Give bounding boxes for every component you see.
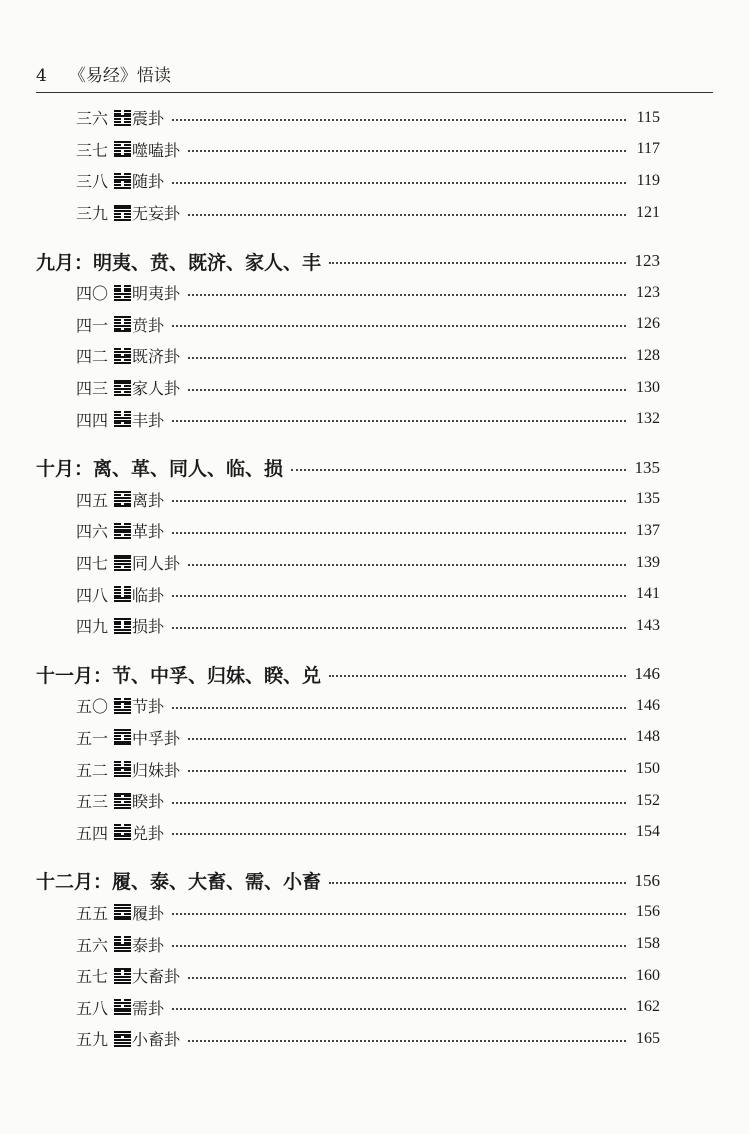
- toc-entry[interactable]: [36, 277, 660, 309]
- hexagram-icon: [114, 999, 131, 1015]
- page-ref: 115: [636, 108, 660, 126]
- hexagram-icon: [114, 698, 131, 714]
- dot-leader: [172, 707, 626, 709]
- entry-number: 五九: [76, 1030, 109, 1050]
- entry-title: 家人卦: [132, 379, 181, 399]
- page-ref: 126: [636, 315, 660, 333]
- toc-entry[interactable]: [36, 578, 660, 610]
- dot-leader: [188, 770, 626, 772]
- hexagram-icon: [114, 824, 131, 840]
- entry-title: 噬嗑卦: [132, 140, 181, 160]
- hexagram-icon: [114, 555, 131, 571]
- toc-entry[interactable]: [36, 197, 660, 229]
- hexagram-icon: [114, 411, 131, 427]
- entry-title: 泰卦: [132, 935, 165, 955]
- dot-leader: [172, 420, 626, 422]
- dot-leader: [188, 357, 626, 359]
- page-ref: 160: [636, 966, 660, 984]
- dot-leader: [188, 214, 626, 216]
- dot-leader: [172, 802, 626, 804]
- dot-leader: [329, 882, 626, 884]
- page-ref: 156: [636, 903, 660, 921]
- entry-title: 无妄卦: [132, 204, 181, 224]
- toc-entry[interactable]: [36, 722, 660, 754]
- page-ref: 141: [636, 585, 660, 603]
- toc-entry[interactable]: [36, 484, 660, 516]
- entry-number: 五〇: [76, 697, 109, 717]
- dot-leader: [188, 564, 626, 566]
- toc-chapter[interactable]: [36, 865, 660, 897]
- hexagram-icon: [114, 1031, 131, 1047]
- hexagram-icon: [114, 348, 131, 364]
- hexagram-icon: [114, 936, 131, 952]
- entry-title: 贲卦: [132, 315, 165, 335]
- entry-title: 需卦: [132, 998, 165, 1018]
- toc-chapter[interactable]: [36, 452, 660, 484]
- chapter-title: 十月：离、革、同人、临、损: [36, 458, 284, 481]
- toc-chapter[interactable]: [36, 659, 660, 691]
- page-ref: 152: [636, 791, 660, 809]
- dot-leader: [329, 262, 626, 264]
- toc-entry[interactable]: [36, 134, 660, 166]
- entry-title: 履卦: [132, 903, 165, 923]
- entry-number: 五四: [76, 823, 109, 843]
- hexagram-icon: [114, 618, 131, 634]
- entry-number: 四八: [76, 585, 109, 605]
- page-ref: 135: [634, 457, 660, 477]
- entry-title: 兑卦: [132, 823, 165, 843]
- entry-number: 四〇: [76, 284, 109, 304]
- hexagram-icon: [114, 173, 131, 189]
- toc-chapter[interactable]: [36, 245, 660, 277]
- page-ref: 117: [636, 140, 660, 158]
- page-ref: 135: [636, 490, 660, 508]
- entry-title: 小畜卦: [132, 1030, 181, 1050]
- dot-leader: [291, 469, 626, 471]
- hexagram-icon: [114, 285, 131, 301]
- toc-entry[interactable]: [36, 753, 660, 785]
- hexagram-icon: [114, 761, 131, 777]
- entry-title: 离卦: [132, 490, 165, 510]
- hexagram-icon: [114, 110, 131, 126]
- entry-number: 四五: [76, 490, 109, 510]
- entry-number: 三八: [76, 172, 109, 192]
- page-ref: 128: [636, 346, 660, 364]
- hexagram-icon: [114, 523, 131, 539]
- entry-number: 四二: [76, 347, 109, 367]
- dot-leader: [172, 945, 626, 947]
- toc-entry[interactable]: [36, 816, 660, 848]
- page-ref: 146: [636, 696, 660, 714]
- entry-number: 四三: [76, 379, 109, 399]
- hexagram-icon: [114, 968, 131, 984]
- entry-title: 既济卦: [132, 347, 181, 367]
- toc-entry[interactable]: [36, 960, 660, 992]
- dot-leader: [329, 675, 626, 677]
- toc-entry[interactable]: [36, 610, 660, 642]
- entry-title: 损卦: [132, 617, 165, 637]
- entry-number: 五八: [76, 998, 109, 1018]
- toc-entry[interactable]: [36, 690, 660, 722]
- chapter-title: 九月：明夷、贲、既济、家人、丰: [36, 251, 322, 274]
- entry-title: 震卦: [132, 109, 165, 129]
- hexagram-icon: [114, 141, 131, 157]
- entry-number: 四一: [76, 315, 109, 335]
- hexagram-icon: [114, 729, 131, 745]
- dot-leader: [172, 1008, 626, 1010]
- entry-number: 五二: [76, 760, 109, 780]
- page-ref: 132: [636, 410, 660, 428]
- entry-number: 四四: [76, 410, 109, 430]
- entry-title: 革卦: [132, 522, 165, 542]
- page-ref: 119: [636, 171, 660, 189]
- page-ref: 154: [636, 823, 660, 841]
- dot-leader: [188, 738, 626, 740]
- page-ref: 165: [636, 1029, 660, 1047]
- toc-entry[interactable]: [36, 372, 660, 404]
- entry-number: 五一: [76, 728, 109, 748]
- hexagram-icon: [114, 205, 131, 221]
- dot-leader: [188, 977, 626, 979]
- page-ref: 148: [636, 728, 660, 746]
- dot-leader: [172, 119, 626, 121]
- toc-entry[interactable]: [36, 785, 660, 817]
- entry-title: 同人卦: [132, 554, 181, 574]
- table-of-contents: [36, 102, 660, 1055]
- dot-leader: [172, 325, 626, 327]
- page-ref: 162: [636, 998, 660, 1016]
- page-ref: 158: [636, 935, 660, 953]
- entry-number: 四六: [76, 522, 109, 542]
- page-ref: 121: [636, 203, 660, 221]
- page-ref: 123: [636, 283, 660, 301]
- entry-title: 明夷卦: [132, 284, 181, 304]
- entry-title: 归妹卦: [132, 760, 181, 780]
- toc-entry[interactable]: [36, 102, 660, 134]
- page-ref: 150: [636, 760, 660, 778]
- dot-leader: [172, 833, 626, 835]
- toc-entry[interactable]: [36, 547, 660, 579]
- toc-entry[interactable]: [36, 309, 660, 341]
- entry-title: 临卦: [132, 585, 165, 605]
- toc-entry[interactable]: [36, 515, 660, 547]
- entry-number: 三六: [76, 109, 109, 129]
- dot-leader: [188, 1040, 626, 1042]
- toc-entry[interactable]: [36, 403, 660, 435]
- page-ref: 146: [634, 664, 660, 684]
- hexagram-icon: [114, 491, 131, 507]
- page-ref: 139: [636, 553, 660, 571]
- hexagram-icon: [114, 904, 131, 920]
- hexagram-icon: [114, 793, 131, 809]
- entry-number: 三九: [76, 204, 109, 224]
- dot-leader: [172, 532, 626, 534]
- page-ref: 137: [636, 521, 660, 539]
- entry-title: 睽卦: [132, 792, 165, 812]
- dot-leader: [188, 294, 626, 296]
- hexagram-icon: [114, 380, 131, 396]
- hexagram-icon: [114, 316, 131, 332]
- page-ref: 123: [634, 251, 660, 271]
- book-title: 《易经》悟读: [68, 66, 171, 86]
- page-ref: 143: [636, 616, 660, 634]
- page-number: 4: [36, 66, 47, 86]
- entry-number: 四七: [76, 554, 109, 574]
- toc-entry[interactable]: [36, 340, 660, 372]
- dot-leader: [188, 150, 626, 152]
- toc-entry[interactable]: [36, 165, 660, 197]
- hexagram-icon: [114, 586, 131, 602]
- entry-title: 丰卦: [132, 410, 165, 430]
- running-header: [36, 62, 713, 93]
- entry-number: 四九: [76, 617, 109, 637]
- entry-title: 节卦: [132, 697, 165, 717]
- entry-number: 五五: [76, 903, 109, 923]
- dot-leader: [172, 627, 626, 629]
- toc-entry[interactable]: [36, 928, 660, 960]
- entry-number: 五六: [76, 935, 109, 955]
- entry-title: 大畜卦: [132, 967, 181, 987]
- dot-leader: [172, 500, 626, 502]
- dot-leader: [172, 595, 626, 597]
- entry-number: 三七: [76, 140, 109, 160]
- entry-title: 中孚卦: [132, 728, 181, 748]
- page-ref: 130: [636, 378, 660, 396]
- dot-leader: [172, 913, 626, 915]
- entry-number: 五三: [76, 792, 109, 812]
- chapter-title: 十二月：履、泰、大畜、需、小畜: [36, 871, 322, 894]
- toc-entry[interactable]: [36, 897, 660, 929]
- toc-entry[interactable]: [36, 991, 660, 1023]
- entry-title: 随卦: [132, 172, 165, 192]
- page-ref: 156: [634, 870, 660, 890]
- toc-entry[interactable]: [36, 1023, 660, 1055]
- chapter-title: 十一月：节、中孚、归妹、睽、兑: [36, 664, 322, 687]
- dot-leader: [188, 389, 626, 391]
- entry-number: 五七: [76, 967, 109, 987]
- dot-leader: [172, 182, 626, 184]
